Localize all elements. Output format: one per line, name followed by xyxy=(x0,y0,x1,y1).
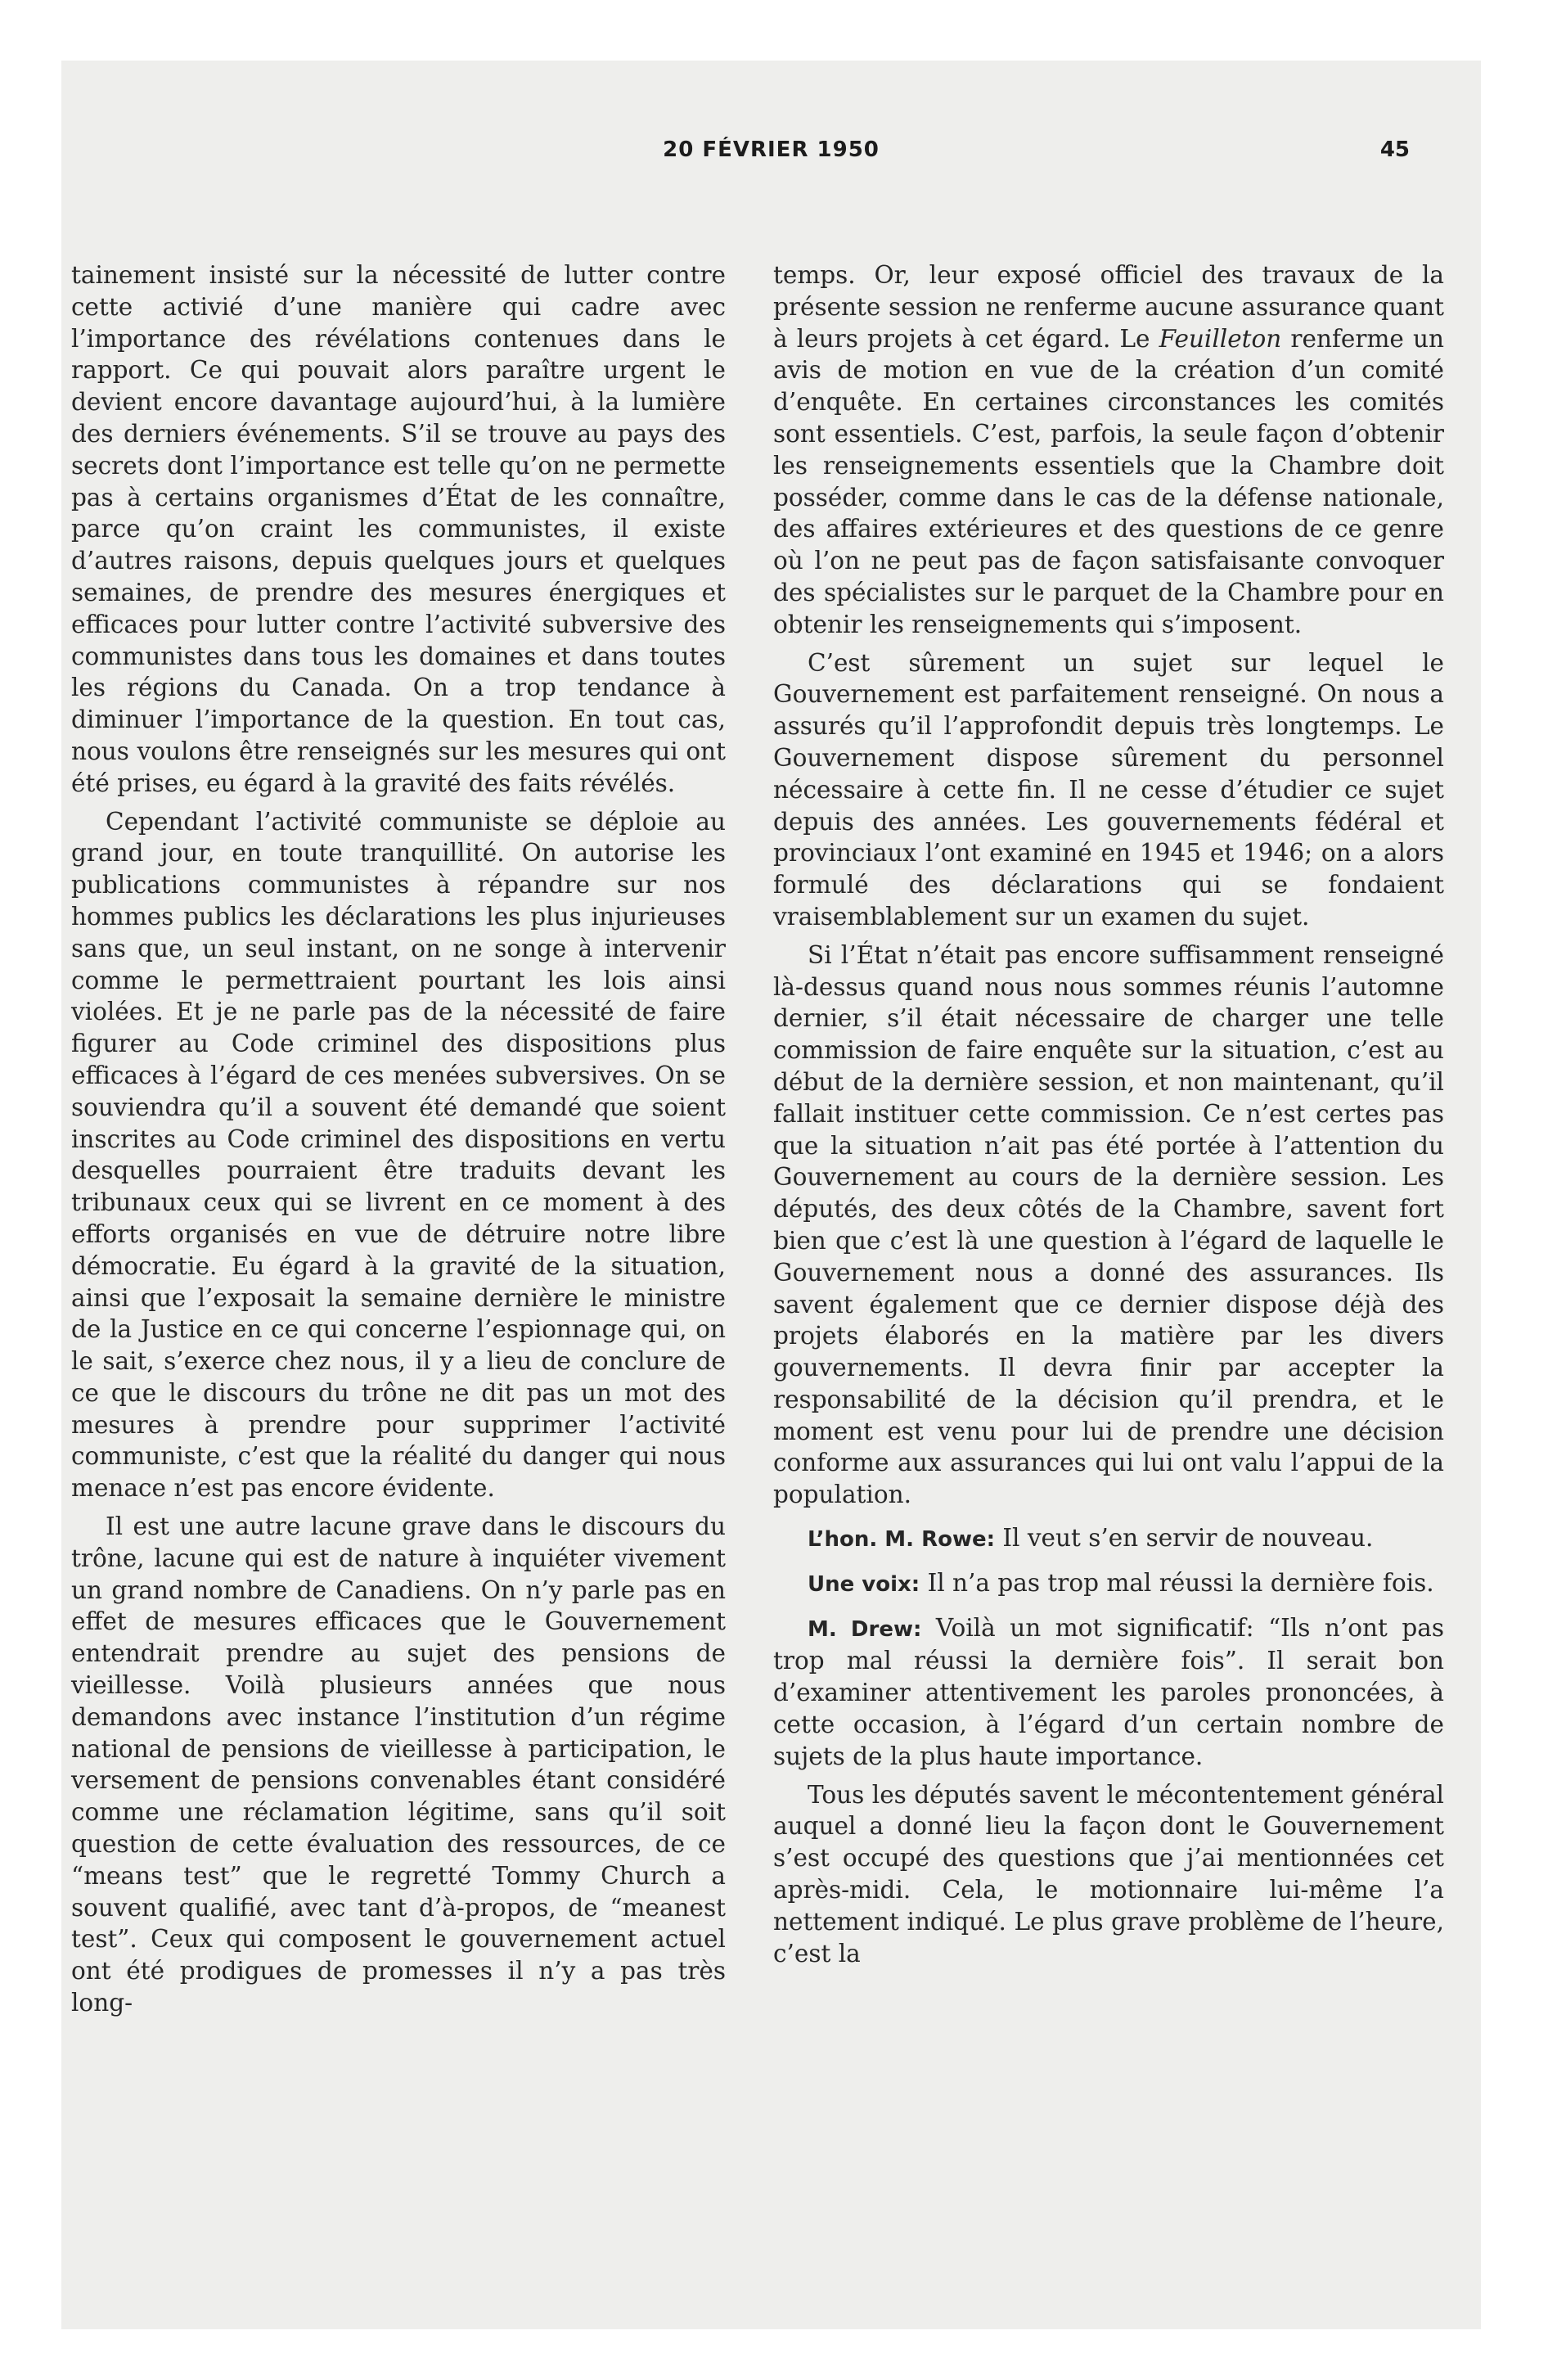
left-column xyxy=(71,259,726,2019)
page-number: 45 xyxy=(1379,137,1410,162)
paragraph: Si l’État n’était pas encore suffisamment renseigné là-dessus quand nous nous sommes réunis l’automne dernier, s’il était nécessaire de charger une telle commission de faire enquête sur la situation, c’est au début de la dernière session, et non maintenant, qu’il fallait instituer cette commission. Ce n’est certes pas que la situation n’ait pas été portée à l’attention du Gouvernement au cours de la dernière session. Les députés, des deux côtés de la Chambre, savent fort bien que c’est là une question à l’égard de laquelle le Gouvernement nous a donné des assurances. Ils savent également que ce dernier dispose déjà des projets élaborés en la matière par les divers gouvernements. Il devra finir par accepter la responsabilité de la décision qu’il prendra, et le moment est venu pour lui de prendre une décision conforme aux assurances qui lui ont valu l’appui de la population. xyxy=(773,940,1444,1509)
speech-paragraph xyxy=(773,1522,1444,1556)
page-header xyxy=(61,137,1481,170)
speech-text: Voilà un mot significatif: “Ils n’ont pas trop mal réussi la dernière fois”. Il serait bon d’examiner attentivement les paroles prononcées, à cette occasion, à l’égard d’un certain nombre de sujets de la plus haute importance. xyxy=(773,1613,1444,1770)
paragraph: Tous les députés savent le mécontentement général auquel a donné lieu la façon dont le Gouvernement s’est occupé des questions que j’ai mentionnées cet après-midi. Cela, le motionnaire lui-même l’a nettement indiqué. Le plus grave problème de l’heure, c’est la xyxy=(773,1780,1444,1968)
speech-text: Il n’a pas trop mal réussi la dernière fois. xyxy=(920,1568,1434,1597)
page-sheet xyxy=(61,61,1481,2329)
paragraph xyxy=(773,259,1444,641)
speech-text: Il veut s’en servir de nouveau. xyxy=(995,1524,1374,1553)
speaker-name: Une voix: xyxy=(808,1571,920,1597)
speech-paragraph xyxy=(773,1567,1444,1601)
right-column xyxy=(773,259,1444,1969)
paragraph: tainement insisté sur la nécessité de lutter contre cette activié d’une manière qui cadre avec l’importance des révélations contenues dans le rapport. Ce qui pouvait alors paraître urgent le devient encore davantage aujourd’hui, à la lumière des derniers événements. S’il se trouve au pays des secrets dont l’importance est telle qu’on ne permette pas à certains organismes d’État de les connaître, parce qu’on craint les communistes, il existe d’autres raisons, depuis quelques jours et quelques semaines, de prendre des mesures énergiques et efficaces pour lutter contre l’activité subversive des communistes dans tous les domaines et dans toutes les régions du Canada. On a trop tendance à diminuer l’importance de la question. En tout cas, nous voulons être renseignés sur les mesures qui ont été prises, eu égard à la gravité des faits révélés. xyxy=(71,261,726,797)
paragraph: Il est une autre lacune grave dans le discours du trône, lacune qui est de nature à inquiéter vivement un grand nombre de Canadiens. On n’y parle pas en effet de mesures efficaces que le Gouvernement entendrait prendre au sujet des pensions de vieillesse. Voilà plusieurs années que nous demandons avec instance l’institution d’un régime national de pensions de vieillesse à participation, le versement de pensions convenables étant considéré comme une réclamation légitime, sans qu’il soit question de cette évaluation des ressources, de ce “means test” que le regretté Tommy Church a souvent qualifié, avec tant d’à-propos, de “meanest test”. Ceux qui composent le gouvernement actuel ont été prodigues de promesses il n’y a pas très long- xyxy=(71,1512,726,2017)
paragraph-text: renferme un avis de motion en vue de la création d’un comité d’enquête. En certaines circonstances les comités sont essentiels. C’est, parfois, la seule façon d’obtenir les renseignements essentiels que la Chambre doit posséder, comme dans le cas de la défense nationale, des affaires extérieures et des questions de ce genre où l’on ne peut pas de façon satisfaisante convoquer des spécialistes sur le parquet de la Chambre pour en obtenir les renseignements qui s’imposent. xyxy=(773,324,1444,638)
paragraph: Cependant l’activité communiste se déploie au grand jour, en toute tranquillité. On autorise les publications communistes à répandre sur nos hommes publics les déclarations les plus injurieuses sans que, un seul instant, on ne songe à intervenir comme le permettraient pourtant les lois ainsi violées. Et je ne parle pas de la nécessité de faire figurer au Code criminel des dispositions plus efficaces à l’égard de ces menées subversives. On se souviendra qu’il a souvent été demandé que soient inscrites au Code criminel des dispositions en vertu desquelles pourraient être traduits devant les tribunaux ceux qui se livrent en ce moment à des efforts organisés en vue de détruire notre libre démocratie. Eu égard à la gravité de la situation, ainsi que l’exposait la semaine dernière le ministre de la Justice en ce qui concerne l’espionnage qui, on le sait, s’exerce chez nous, il y a lieu de conclure de ce que le discours du trône ne dit pas un mot des mesures à prendre pour supprimer l’activité communiste, c’est que la réalité du danger qui nous menace n’est pas encore évidente. xyxy=(71,807,726,1503)
paragraph-text: temps. Or, leur exposé officiel des travaux de la présente session ne renferme aucune assurance quant à leurs projets à cet égard. Le xyxy=(773,261,1444,353)
speaker-name: M. Drew: xyxy=(808,1616,922,1642)
header-date: 20 FÉVRIER 1950 xyxy=(663,137,880,162)
speech-paragraph xyxy=(773,1612,1444,1773)
speaker-name: L’hon. M. Rowe: xyxy=(808,1527,996,1553)
paragraph: C’est sûrement un sujet sur lequel le Gouvernement est parfaitement renseigné. On nous a assurés qu’il l’approfondit depuis très longtemps. Le Gouvernement dispose sûrement du personnel nécessaire à cette fin. Il ne cesse d’étudier ce sujet depuis des années. Les gouvernements fédéral et provinciaux l’ont examiné en 1945 et 1946; on a alors formulé des déclarations qui se fondaient vraisemblablement sur un examen du sujet. xyxy=(773,648,1444,931)
italic-term: Feuilleton xyxy=(1159,324,1282,353)
